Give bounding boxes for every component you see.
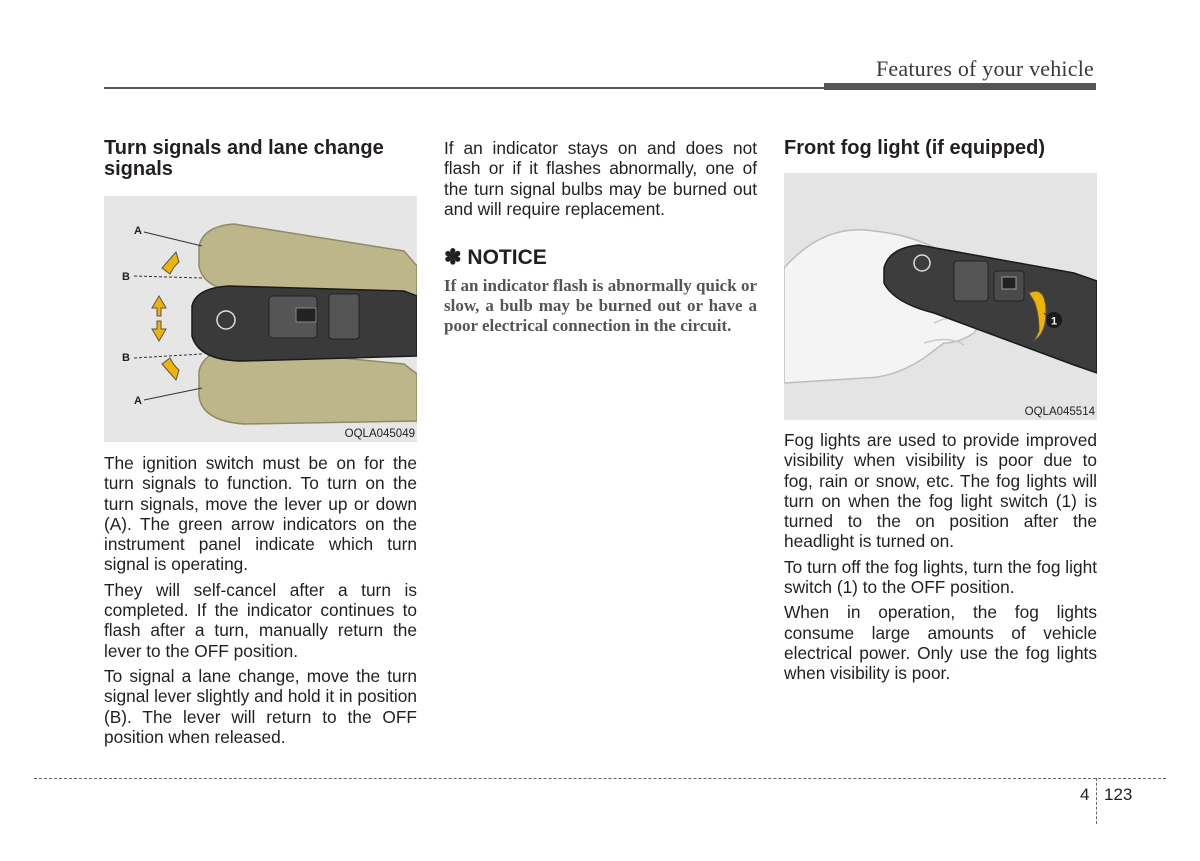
label-b-top: B (122, 271, 130, 283)
turn-signal-figure (104, 196, 417, 442)
notice-body: If an indicator flash is abnormally quick or slow, a bulb may be burned out or have a poor electrical connection in the circuit. (444, 276, 757, 336)
column-turn-signals (104, 138, 417, 747)
label-b-bottom: B (122, 352, 130, 364)
callout-1: 1 (1050, 315, 1058, 328)
paragraph: To signal a lane change, move the turn signal lever slightly and hold it in position (B). The lever will return to the OFF position when released. (104, 665, 417, 747)
column-indicator-notice (444, 138, 757, 336)
turn-signal-body (104, 453, 417, 747)
paragraph: Fog lights are used to provide improved visibility when visibility is poor due to fog, rain or snow, etc. The fog lights will turn on when the fog light switch (1) is turned to the on position after the headlight is turned on. (784, 430, 1097, 552)
paragraph: The ignition switch must be on for the turn signals to function. To turn on the turn signals, move the lever up or down (A). The green arrow indicators on the instrument panel indicate which turn signal is operating. (104, 453, 417, 575)
paragraph: When in operation, the fog lights consume large amounts of vehicle electrical power. Only use the fog lights when visibility is poor. (784, 602, 1097, 684)
fog-light-figure (784, 173, 1097, 420)
paragraph: To turn off the fog lights, turn the fog light switch (1) to the OFF position. (784, 556, 1097, 598)
figure-caption-fog-light: OQLA045514 (1024, 406, 1095, 418)
running-header: Features of your vehicle (875, 56, 1094, 81)
paragraph: If an indicator stays on and does not flash or if it flashes abnormally, one of the turn signal bulbs may be burned out and will require replacement. (444, 138, 757, 219)
footer-divider (1096, 778, 1097, 824)
chapter-number: 4 (1080, 785, 1090, 804)
section-heading-fog-light: Front fog light (if equipped) (784, 137, 1046, 159)
fog-light-body (784, 430, 1097, 684)
footer-rule (34, 778, 1166, 779)
label-a-bottom: A (134, 395, 142, 407)
figure-caption-turn-signals: OQLA045049 (344, 428, 415, 440)
header-rule-accent (824, 83, 1096, 90)
paragraph: They will self-cancel after a turn is completed. If the indicator continues to flash after a turn, manually return the lever to the OFF position. (104, 579, 417, 661)
page-number: 123 (1104, 785, 1133, 804)
column-fog-light (784, 138, 1097, 684)
notice-title: ✽ NOTICE (444, 246, 547, 270)
fog-light-switch-illustration (784, 173, 1097, 420)
turn-signal-lever-illustration (104, 196, 417, 442)
label-a-top: A (134, 225, 142, 237)
section-heading-turn-signals: Turn signals and lane change signals (104, 137, 384, 180)
